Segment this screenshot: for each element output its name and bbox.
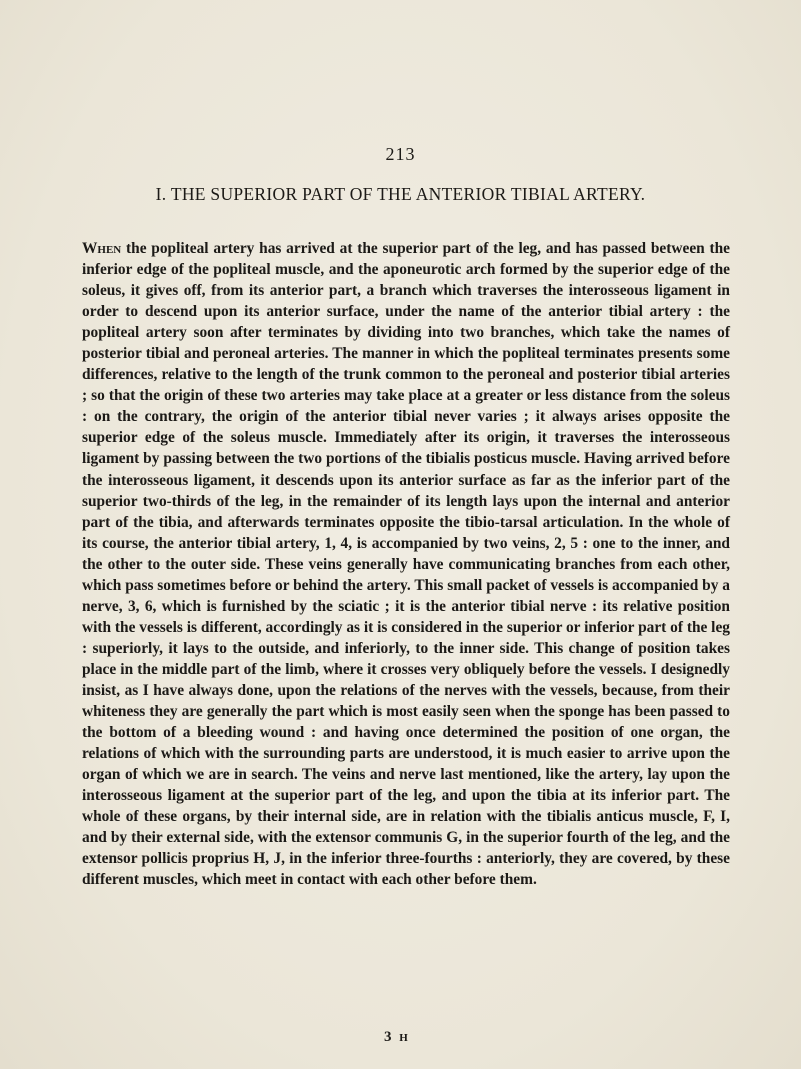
page-number: 213	[385, 144, 416, 164]
body-paragraph	[82, 238, 730, 890]
signature-mark	[384, 1029, 410, 1046]
lead-word: When	[82, 240, 122, 257]
body-text: the popliteal artery has arrived at the superior part of the leg, and has passed between the inferior edge of the popliteal muscle, and the aponeurotic arch formed by the superior edge of the soleus, it gives off, from its anterior part, a branch which traverses the interosseous ligament in order to descend upon its anterior surface, under the name of the anterior tibial artery : the popliteal artery soon after terminates by dividing into two branches, which take the names of posterior tibial and peroneal arteries. The manner in which the popliteal terminates presents some differences, relative to the length of the trunk common to the peroneal and posterior tibial arteries ; so that the origin of these two arteries may take place at a greater or less distance from the soleus : on the contrary, the origin of the anterior tibial never varies ; it always arises opposite the superior edge of the soleus muscle. Immediately after its origin, it traverses the interosseous ligament by passing between the two portions of the tibialis posticus muscle. Having arrived before the interosseous ligament, it descends upon its anterior surface as far as the inferior part of the superior two-thirds of the leg, in the remainder of its length lays upon the internal and anterior part of the tibia, and afterwards terminates opposite the tibio-tarsal articulation. In the whole of its course, the anterior tibial artery, 1, 4, is accompanied by two veins, 2, 5 : one to the inner, and the other to the outer side. These veins generally have communicating branches from each other, which pass sometimes before or behind the artery. This small packet of vessels is accompanied by a nerve, 3, 6, which is furnished by the sciatic ; it is the anterior tibial nerve : its relative position with the vessels is different, accordingly as it is considered in the superior or inferior part of the leg : superiorly, it lays to the outside, and inferiorly, to the inner side. This change of position takes place in the middle part of the limb, where it crosses very obliquely before the vessels. I designedly insist, as I have always done, upon the relations of the nerves with the vessels, because, from their whiteness they are generally the part which is most easily seen when the sponge has been passed to the bottom of a bleeding wound : and having once determined the position of one organ, the relations of which with the surrounding parts are understood, it is much easier to arrive upon the organ of which we are in search. The veins and nerve last mentioned, like the artery, lay upon the interosseous ligament at the superior part of the leg, and upon the tibia at its inferior part. The whole of these organs, by their internal side, are in relation with the tibialis anticus muscle, F, I, and by their external side, with the extensor communis G, in the superior fourth of the leg, and the extensor pollicis proprius H, J, in the inferior three-fourths : anteriorly, they are covered, by these different muscles, which meet in contact with each other before them.	[82, 240, 730, 889]
section-heading: I. THE SUPERIOR PART OF THE ANTERIOR TIBIAL ARTERY.	[155, 184, 646, 204]
signature-number: 3	[384, 1029, 394, 1045]
signature-letter: H	[399, 1032, 410, 1044]
